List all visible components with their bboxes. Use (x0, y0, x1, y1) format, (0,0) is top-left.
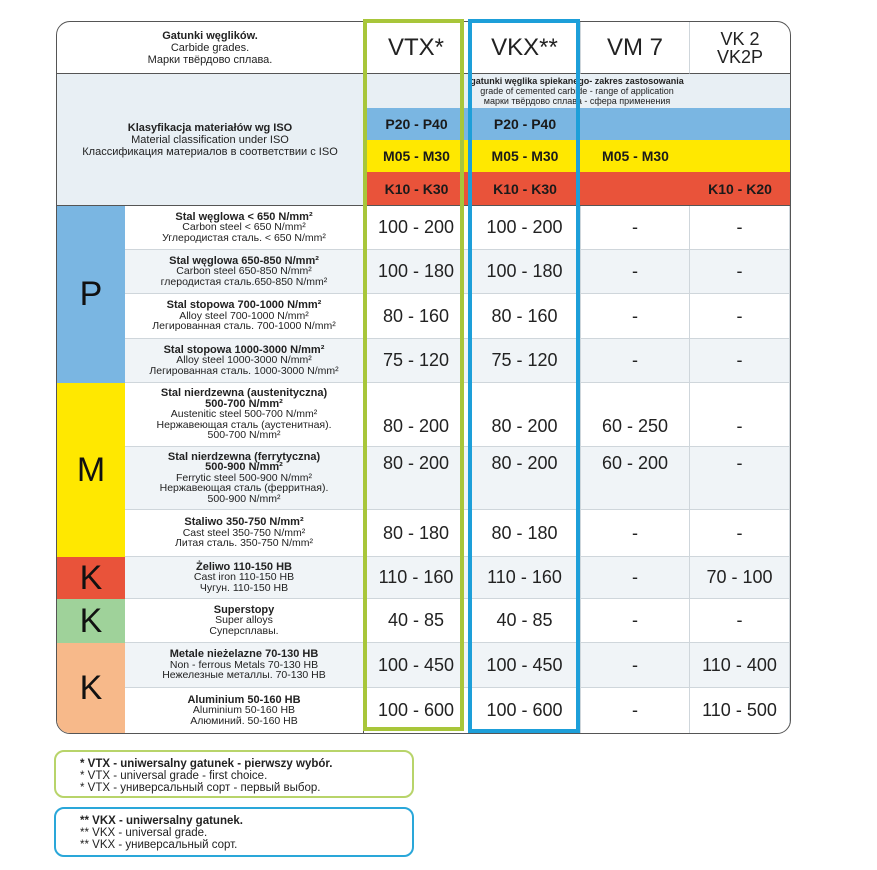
material-en: Aluminium 50-160 HB (192, 704, 296, 717)
material-en: Cast steel 350-750 N/mm² (182, 526, 306, 539)
cell-vkx: 100 - 180 (469, 250, 581, 294)
cell-vtx: 80 - 160 (364, 294, 469, 339)
material-en: Alloy steel 1000-3000 N/mm² (176, 354, 312, 367)
cell-vtx: 80 - 200 (364, 447, 469, 510)
cell-vkx: 100 - 450 (469, 643, 581, 688)
material-pl: Staliwo 350-750 N/mm² (184, 516, 304, 529)
material-pl-2: 500-700 N/mm² (205, 397, 283, 410)
iso-p-vk2 (690, 108, 790, 140)
group-k-superalloys: K (57, 599, 125, 643)
material-alloy-steel-1000-3000 (125, 339, 364, 383)
cell-vtx: 80 - 180 (364, 510, 469, 557)
iso-k-vm7 (581, 172, 690, 205)
material-pl: Stal nierdzewna (ferrytyczna) (167, 450, 321, 463)
iso-en: Material classification under ISO (131, 133, 289, 146)
material-pl-2: 500-900 N/mm² (205, 461, 283, 474)
iso-classification-label (57, 74, 364, 205)
grade-header-vk2 (690, 22, 790, 74)
material-ru: Углеродистая сталь. < 650 N/mm² (162, 231, 326, 244)
cell-vk2: - (690, 510, 790, 557)
material-en: Super alloys (215, 614, 273, 627)
cell-vm7: 60 - 250 (581, 383, 690, 447)
cell-vk2: - (690, 383, 790, 447)
cell-vtx: 100 - 600 (364, 688, 469, 733)
material-alloy-steel-700-1000 (125, 294, 364, 339)
material-cast-iron (125, 557, 364, 599)
cell-vk2: - (690, 206, 790, 250)
cell-vk2: - (690, 294, 790, 339)
iso-pl: Klasyfikacja materiałów wg ISO (127, 121, 293, 134)
vkx-note-pl: ** VKX - uniwersalny gatunek. (80, 815, 243, 827)
material-pl: Żeliwo 110-150 HB (196, 560, 292, 573)
material-aluminium (125, 688, 364, 733)
cell-vtx: 100 - 450 (364, 643, 469, 688)
material-pl: Metale nieżelazne 70-130 HB (169, 648, 319, 661)
cell-vkx: 110 - 160 (469, 557, 581, 599)
cell-vkx: 80 - 160 (469, 294, 581, 339)
material-pl: Stal nierdzewna (austenityczna) (160, 387, 328, 400)
iso-p-vkx: P20 - P40 (469, 108, 581, 140)
material-carbon-steel-650 (125, 206, 364, 250)
material-ru: Нержавеющая сталь (аустенитная). (156, 418, 332, 431)
cell-vm7: - (581, 510, 690, 557)
material-ru: Литая сталь. 350-750 N/mm² (174, 537, 314, 550)
cell-vm7: 60 - 200 (581, 447, 690, 510)
cell-vk2: 110 - 400 (690, 643, 790, 688)
material-ru: Легированная сталь. 1000-3000 N/mm² (149, 364, 339, 377)
application-pl: gatunki węglika spiekanego- zakres zastosowania (470, 76, 684, 86)
application-en: grade of cemented carbide - range of application (480, 86, 674, 96)
material-pl: Stal stopowa 1000-3000 N/mm² (163, 343, 325, 356)
material-austenitic-steel (125, 383, 364, 447)
iso-m-vk2 (690, 140, 790, 172)
material-pl: Aluminium 50-160 HB (187, 693, 301, 706)
cell-vm7: - (581, 557, 690, 599)
cell-vm7: - (581, 206, 690, 250)
grade-vk2-line2: VK2P (716, 46, 764, 67)
material-non-ferrous (125, 643, 364, 688)
material-cast-steel (125, 510, 364, 557)
material-carbon-steel-650-850 (125, 250, 364, 294)
iso-k-vtx: K10 - K30 (364, 172, 469, 205)
cell-vkx: 80 - 200 (469, 383, 581, 447)
cell-vk2: 70 - 100 (690, 557, 790, 599)
cell-vtx: 110 - 160 (364, 557, 469, 599)
material-ru: глеродистая сталь.650-850 N/mm² (160, 275, 328, 288)
group-p: P (57, 206, 125, 383)
grade-vk2-line1: VK 2 (720, 28, 760, 49)
material-ru-2: 500-700 N/mm² (207, 429, 281, 442)
iso-p-vm7 (581, 108, 690, 140)
material-en: Ferrytic steel 500-900 N/mm² (176, 471, 312, 484)
grade-header-vtx: VTX* (364, 22, 469, 74)
iso-ru: Классификация материалов в соответствии с ISO (82, 145, 338, 158)
cell-vkx: 75 - 120 (469, 339, 581, 383)
cell-vm7: - (581, 294, 690, 339)
cell-vm7: - (581, 643, 690, 688)
cell-vtx: 40 - 85 (364, 599, 469, 643)
material-ru: Легированная сталь. 700-1000 N/mm² (152, 320, 336, 333)
cell-vm7: - (581, 250, 690, 294)
cell-vtx: 75 - 120 (364, 339, 469, 383)
cell-vkx: 80 - 180 (469, 510, 581, 557)
group-k-cast-iron: K (57, 557, 125, 599)
material-ru: Чугун. 110-150 HB (199, 581, 289, 594)
vtx-note-pl: * VTX - uniwersalny gatunek - pierwszy wybór. (80, 758, 333, 770)
material-ru: Нежелезные металлы. 70-130 HB (162, 669, 326, 682)
iso-k-vk2: K10 - K20 (690, 172, 790, 205)
material-ru: Нержавеющая сталь (ферритная). (159, 482, 329, 495)
grade-header-vkx: VKX** (469, 22, 581, 74)
cell-vkx: 100 - 200 (469, 206, 581, 250)
group-k-nonferrous: K (57, 643, 125, 733)
cell-vkx: 80 - 200 (469, 447, 581, 510)
grade-header-vm7: VM 7 (581, 22, 690, 74)
title-pl: Gatunki węglików. (162, 29, 258, 42)
vkx-note-en: ** VKX - universal grade. (80, 827, 208, 839)
material-en: Austenitic steel 500-700 N/mm² (170, 408, 318, 421)
material-en: Non - ferrous Metals 70-130 HB (169, 658, 319, 671)
iso-p-vtx: P20 - P40 (364, 108, 469, 140)
material-ru: Алюминий. 50-160 HB (190, 714, 298, 727)
vtx-note-en: * VTX - universal grade - first choice. (80, 770, 268, 782)
title-ru: Марки твёрдово сплава. (147, 53, 273, 66)
material-en: Alloy steel 700-1000 N/mm² (179, 309, 309, 322)
cell-vkx: 100 - 600 (469, 688, 581, 733)
material-en: Carbon steel 650-850 N/mm² (176, 265, 312, 278)
cell-vm7: - (581, 599, 690, 643)
application-ru: марки твёрдово сплава - сфера применения (483, 96, 671, 106)
material-en: Carbon steel < 650 N/mm² (182, 221, 306, 234)
cell-vk2: 110 - 500 (690, 688, 790, 733)
cell-vtx: 100 - 180 (364, 250, 469, 294)
material-pl: Superstopy (213, 603, 275, 616)
carbide-grades-table (56, 21, 791, 734)
iso-k-vkx: K10 - K30 (469, 172, 581, 205)
iso-m-vkx: M05 - M30 (469, 140, 581, 172)
title-en: Carbide grades. (170, 41, 250, 54)
material-pl: Stal węglowa < 650 N/mm² (175, 210, 313, 223)
material-pl: Stal stopowa 700-1000 N/mm² (166, 299, 322, 312)
cell-vm7: - (581, 339, 690, 383)
table-title (57, 22, 364, 74)
material-ferritic-steel (125, 447, 364, 510)
cell-vk2: - (690, 339, 790, 383)
cell-vk2: - (690, 250, 790, 294)
cell-vtx: 100 - 200 (364, 206, 469, 250)
material-superalloys (125, 599, 364, 643)
vtx-note-ru: * VTX - универсальный сорт - первый выбор. (80, 782, 321, 794)
cell-vm7: - (581, 688, 690, 733)
cell-vk2: - (690, 447, 790, 510)
cell-vtx: 80 - 200 (364, 383, 469, 447)
vtx-note (54, 750, 414, 798)
iso-m-vm7: M05 - M30 (581, 140, 690, 172)
cell-vkx: 40 - 85 (469, 599, 581, 643)
material-pl: Stal węglowa 650-850 N/mm² (169, 254, 319, 267)
material-en: Cast iron 110-150 HB (193, 571, 295, 584)
vkx-note-ru: ** VKX - универсальный сорт. (80, 839, 238, 851)
iso-m-vtx: M05 - M30 (364, 140, 469, 172)
material-ru: Суперсплавы. (209, 624, 279, 637)
application-banner (364, 74, 790, 108)
material-ru-2: 500-900 N/mm² (207, 492, 281, 505)
cell-vk2: - (690, 599, 790, 643)
vkx-note (54, 807, 414, 857)
group-m: M (57, 383, 125, 557)
